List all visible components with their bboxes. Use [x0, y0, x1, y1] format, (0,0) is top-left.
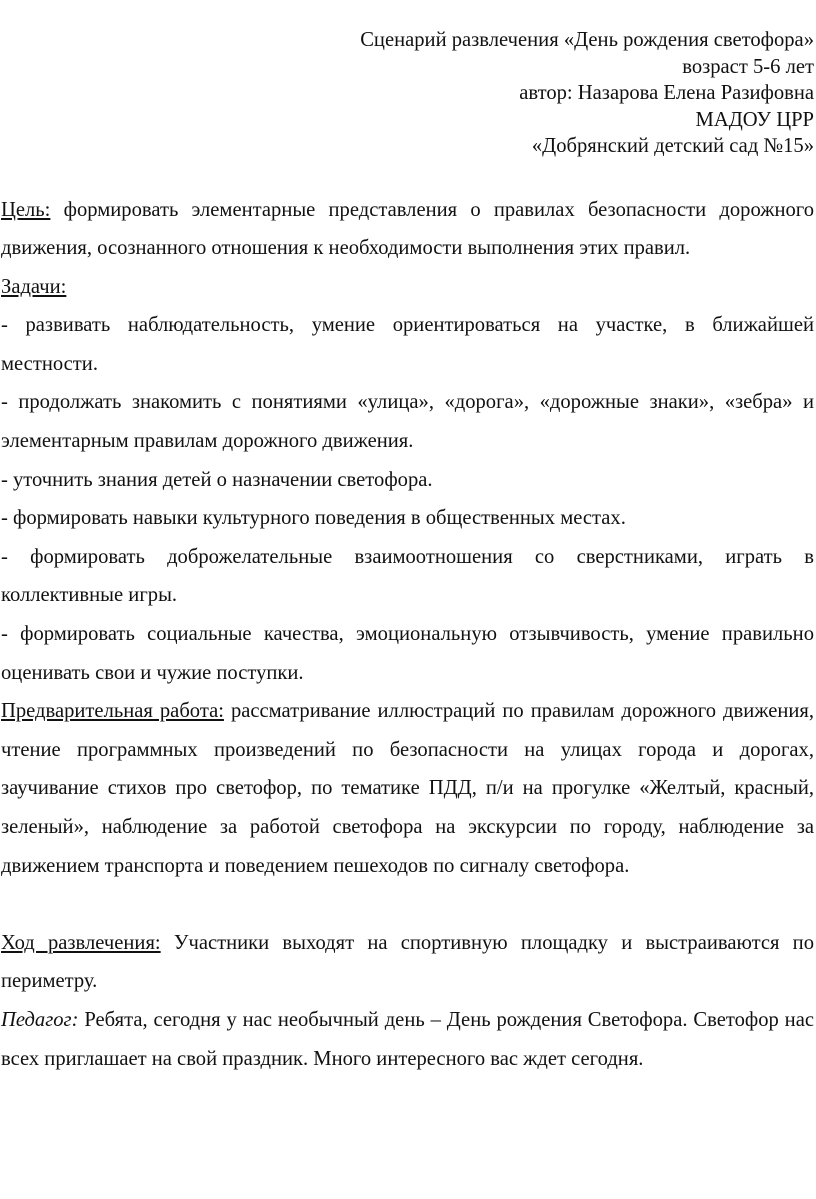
course-paragraph [1, 924, 814, 1001]
task-item: - формировать социальные качества, эмоциональную отзывчивость, умение правильно оценивать свои и чужие поступки. [1, 623, 814, 684]
document-header [1, 27, 814, 160]
teacher-text: Ребята, сегодня у нас необычный день – День рождения Светофора. Светофор нас всех приглашает на свой праздник. Много интересного вас ждет сегодня. [1, 1008, 814, 1070]
task-item: - продолжать знакомить с понятиями «улица», «дорога», «дорожные знаки», «зебра» и элементарным правилам дорожного движения. [1, 391, 814, 453]
tasks-label: Задачи: [1, 275, 67, 298]
task-item: - развивать наблюдательность, умение ориентироваться на участке, в ближайшей местности. [1, 314, 814, 375]
tasks-heading [1, 268, 814, 307]
goal-paragraph [1, 191, 814, 268]
preliminary-text: рассматривание иллюстраций по правилам дорожного движения, чтение программных произведений по безопасности на улицах города и дорогах, заучивание стихов про светофор, по тематике ПДД, п/и на прогулке «Желтый, красный, зеленый», наблюдение за работой светофора на экскурсии по городу, наблюдение за движением транспорта и поведением пешеходов по сигналу светофора. [1, 700, 814, 877]
goal-label: Цель: [1, 198, 51, 221]
teacher-label: Педагог: [1, 1008, 79, 1031]
header-author: автор: Назарова Елена Разифовна [519, 82, 814, 104]
goal-text: формировать элементарные представления о правилах безопасности дорожного движения, осознанного отношения к необходимости выполнения этих правил. [1, 198, 814, 260]
header-age: возраст 5-6 лет [682, 55, 814, 78]
header-kindergarten: «Добрянский детский сад №15» [531, 135, 814, 157]
course-text: Участники выходят на спортивную площадку и выстраиваются по периметру. [1, 931, 814, 993]
task-item: - формировать доброжелательные взаимоотношения со сверстниками, играть в коллективные игры. [1, 545, 814, 607]
preliminary-paragraph [1, 692, 814, 885]
preliminary-label: Предварительная работа: [1, 700, 224, 723]
header-title: Сценарий развлечения «День рождения светофора» [360, 29, 814, 51]
blank-line [1, 885, 814, 924]
header-organization: МАДОУ ЦРР [695, 108, 814, 131]
teacher-paragraph [1, 1001, 814, 1078]
task-item: - уточнить знания детей о назначении светофора. [1, 468, 433, 491]
task-item: - формировать навыки культурного поведения в общественных местах. [1, 507, 626, 530]
document-body [1, 191, 814, 1079]
course-label: Ход развлечения: [1, 931, 161, 954]
